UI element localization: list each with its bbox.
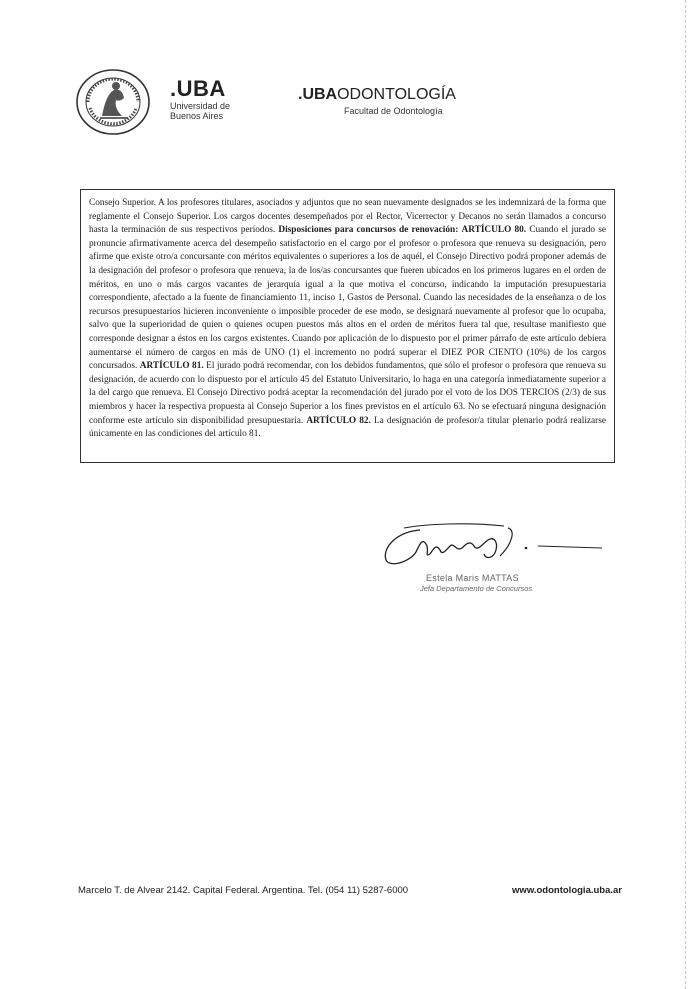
- odontologia-logo-title: [298, 86, 456, 104]
- footer-address: Marcelo T. de Alvear 2142. Capital Federal. Argentina. Tel. (054 11) 5287-6000: [78, 885, 409, 896]
- regulation-text-box: [80, 189, 615, 463]
- paragraph-articulo-82: La designación de profesor/a titular plenario podrá realizarse únicamente en las condiciones del artículo 81.: [89, 415, 607, 440]
- uba-logo: [170, 78, 240, 121]
- heading-disposiciones: Disposiciones para concursos de renovación:: [278, 225, 459, 236]
- signer-block: [420, 573, 532, 594]
- odontologia-logo-subtitle: Facultad de Odontología: [344, 106, 443, 116]
- odontologia-logo-light: ODONTOLOGÍA: [337, 86, 456, 103]
- footer-website-link[interactable]: www.odontologia.uba.ar: [512, 885, 622, 896]
- paragraph-articulo-81: El jurado podrá recomendar, con los debidos fundamentos, que sólo el profesor o profesora que renueva su designación, de acuerdo con lo dispuesto por el artículo 45 del Estatuto Universitario, lo haga en una categoría inmediatamente superior a la del cargo que renueva. El Consejo Directivo podrá aceptar la recomendación del jurado por el voto de los DOS TERCIOS (2/3) de sus miembros y hacer la respectiva propuesta al Consejo Superior a los fines previstos en el artículo 63. No se efectuará ninguna designación conforme este artículo sin disponibilidad presupuestaria.: [89, 361, 606, 426]
- uba-logo-mark: .UBA: [170, 76, 226, 101]
- paragraph-articulo-80: Cuando el jurado se pronuncie afirmativamente acerca del desempeño satisfactorio en el cargo por el profesor o profesora que renueva su designación, pero afirme que existe otro/a concursante con méritos equivalentes o superiores a los de aquél, el Consejo Directivo podrá proponer además de la designación del profesor o profesora que renueva, la de los/as concursantes que fueren ubicados en los primeros lugares en el orden de méritos, en uno o más cargos vacantes de jerarquía igual a la que motiva el concurso, indicando la imputación presupuestaria correspondiente, afectado a la fuente de financiamiento 11, inciso 1, Gastos de Personal. Cuando las necesidades de la enseñanza o de los recursos presupuestarios hicieren inconveniente o imposible proceder de ese modo, se designará nuevamente al profesor que lo ocupaba, salvo que la superioridad de quien o quienes ocupen puestos más altos en el orden de méritos fuera tal que, resultase manifiesto que corresponde designar a éstos en los cargos existentes. Cuando por aplicación de lo dispuesto por el primer párrafo de este artículo debiera aumentarse el número de cargos en más de UNO (1) el incremento no podrá superar el DIEZ POR CIENTO (10%) de los cargos concursados.: [89, 225, 607, 372]
- heading-articulo-82: ARTÍCULO 82.: [306, 415, 371, 426]
- uba-logo-subtitle: Universidad de Buenos Aires: [170, 101, 231, 121]
- signer-role: Jefa Departamento de Concursos: [420, 584, 533, 593]
- regulation-text: [89, 197, 606, 442]
- university-seal-icon: [72, 68, 154, 136]
- odontologia-logo: [298, 86, 456, 116]
- heading-articulo-81: ARTÍCULO 81.: [139, 361, 204, 372]
- heading-articulo-80: ARTÍCULO 80.: [461, 225, 527, 236]
- paragraph-consejo-superior: Consejo Superior. A los profesores titulares, asociados y adjuntos que no sean nuevamente designados se les indemnizará de la forma que reglamente el Consejo Superior. Los cargos docentes desempeñados por el Rector, Vicerrector y Decanos no serán llamados a concurso hasta la terminación de sus respectivos períodos.: [89, 198, 606, 236]
- odontologia-logo-bold: .UBA: [298, 86, 338, 103]
- handwritten-signature: [376, 518, 606, 573]
- signer-name: Estela Maris MATTAS: [426, 573, 519, 583]
- page-edge-divider: [685, 0, 686, 989]
